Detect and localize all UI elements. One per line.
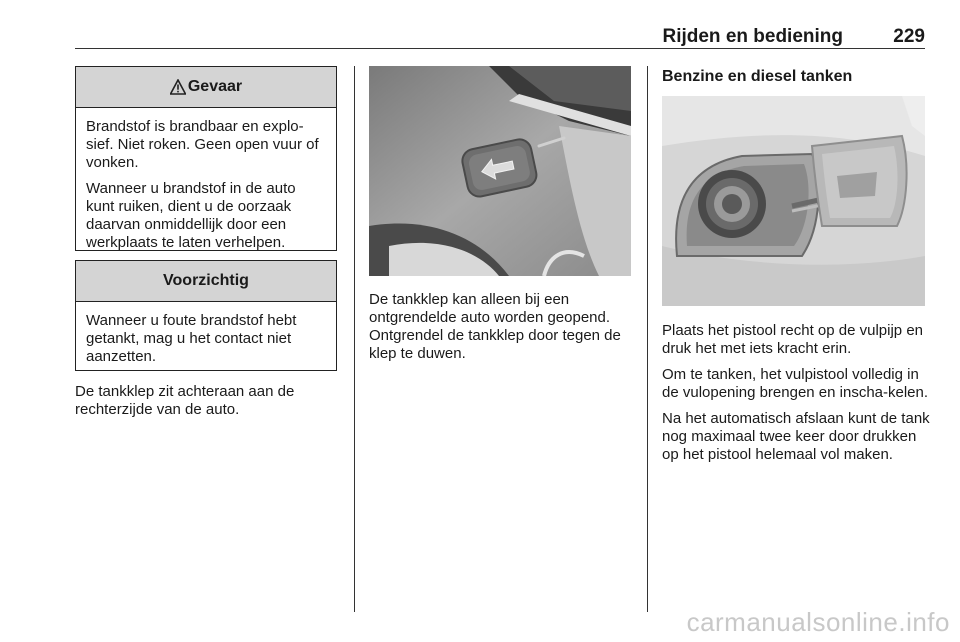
column-divider-2 xyxy=(647,66,648,612)
column-divider-1 xyxy=(354,66,355,612)
col1-body xyxy=(75,383,337,427)
caution-box-body xyxy=(76,302,336,380)
section-title: Benzine en diesel tanken xyxy=(662,68,853,85)
fuel-flap-illustration xyxy=(369,66,631,276)
danger-box-header xyxy=(76,67,336,108)
caution-paragraph: Wanneer u foute brandstof hebt getankt, mag u het contact niet aanzetten. xyxy=(86,312,297,365)
body-paragraph: De tankklep zit achteraan aan de rechterzijde van de auto. xyxy=(75,383,295,418)
body-paragraph: Na het automatisch afslaan kunt de tank nog maximaal twee keer door drukken op het pistool helemaal vol maken. xyxy=(662,410,930,463)
danger-paragraph: Brandstof is brandbaar en explo-sief. Niet roken. Geen open vuur of vonken. xyxy=(86,118,319,171)
danger-box-title: Gevaar xyxy=(187,78,243,95)
caution-box xyxy=(75,260,337,371)
watermark: carmanualsonline.info xyxy=(686,607,950,637)
caution-box-title: Voorzichtig xyxy=(163,272,249,289)
col3-body xyxy=(662,322,930,472)
danger-paragraph: Wanneer u brandstof in de auto kunt ruiken, dient u de oorzaak daarvan onmiddellijk door een werkplaats te laten verhelpen. xyxy=(86,180,296,251)
caution-box-header xyxy=(76,261,336,302)
col2-body xyxy=(369,291,639,371)
page-header xyxy=(75,22,925,49)
danger-box xyxy=(75,66,337,251)
body-paragraph: Plaats het pistool recht op de vulpijp en druk het met iets kracht erin. xyxy=(662,322,923,357)
warning-triangle-icon xyxy=(170,79,186,95)
header-title: Rijden en bediening xyxy=(662,26,843,47)
body-paragraph: Om te tanken, het vulpistool volledig in de vulopening brengen en inscha-kelen. xyxy=(662,366,929,401)
danger-box-body xyxy=(76,108,336,266)
fuel-filler-photo xyxy=(662,96,925,306)
page-number: 229 xyxy=(893,26,925,47)
fuel-flap-photo xyxy=(369,66,631,276)
fuel-filler-illustration xyxy=(662,96,925,306)
body-paragraph: De tankklep kan alleen bij een ontgrendelde auto worden geopend. Ontgrendel de tankklep door tegen de klep te duwen. xyxy=(369,291,621,362)
